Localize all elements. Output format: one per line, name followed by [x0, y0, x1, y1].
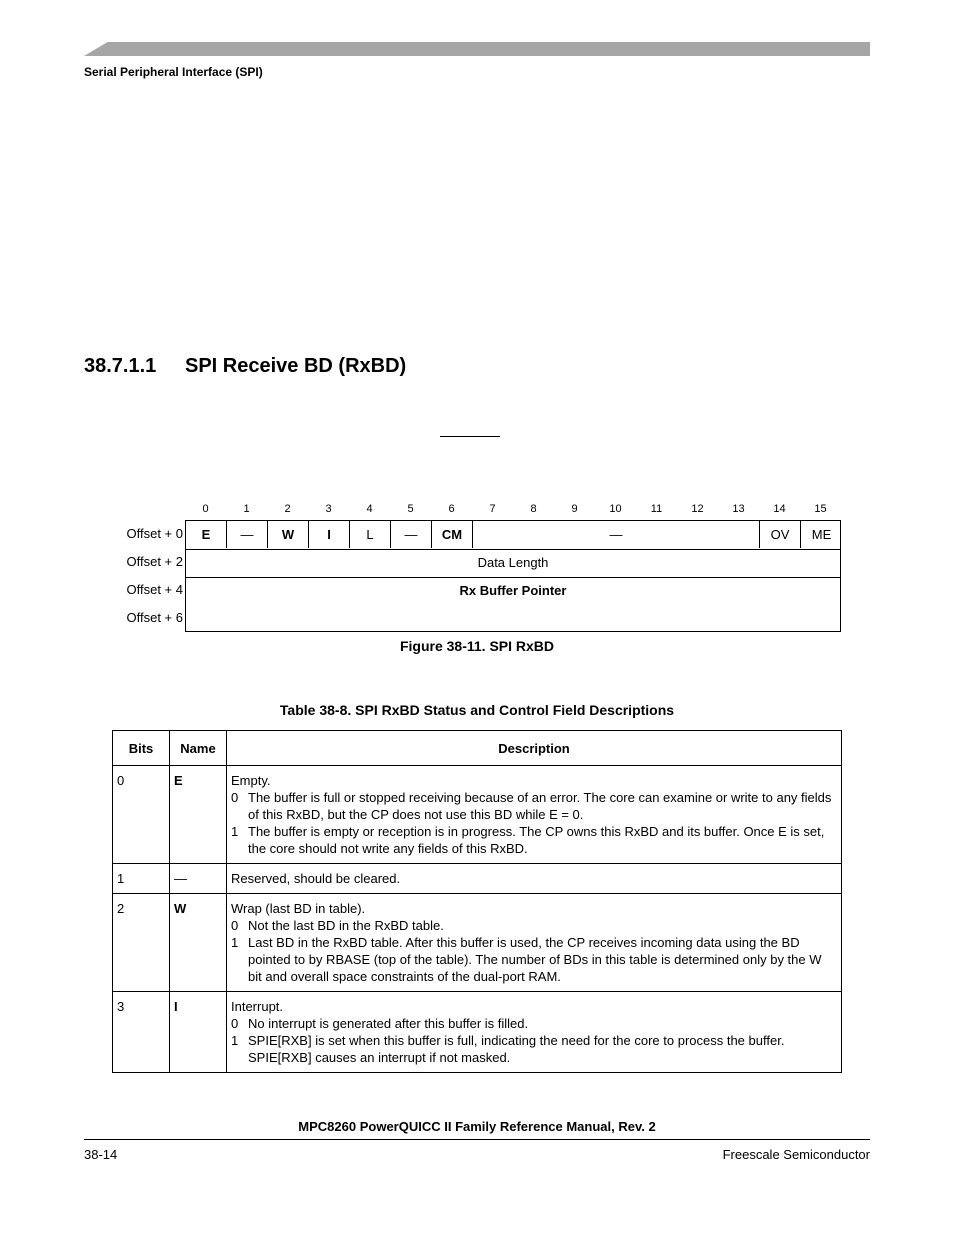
- table-header-row: [113, 731, 842, 766]
- bit-number: 14: [773, 503, 786, 515]
- bits-cell: 3: [113, 992, 170, 1073]
- bit-field-cell: CM: [432, 521, 473, 548]
- bit-field-cell: W: [268, 521, 309, 548]
- bit-field-cell: E: [186, 521, 227, 548]
- table-row: [113, 766, 842, 864]
- description-cell: [227, 894, 842, 992]
- bit-number: 6: [448, 503, 455, 515]
- bit-number: 12: [691, 503, 704, 515]
- bit-number: 7: [489, 503, 496, 515]
- offset-label: Offset + 6: [126, 610, 183, 625]
- header-bits: Bits: [113, 731, 170, 766]
- bit-number: 2: [284, 503, 291, 515]
- bit-field-cell: I: [309, 521, 350, 548]
- offset-label: Offset + 0: [126, 526, 183, 541]
- description-cell: [227, 766, 842, 864]
- figure-caption: Figure 38-11. SPI RxBD: [399, 638, 555, 654]
- running-head: Serial Peripheral Interface (SPI): [84, 65, 263, 79]
- offset-label: Offset + 2: [126, 554, 183, 569]
- value-code: 0: [231, 918, 239, 933]
- description-item: [231, 789, 837, 823]
- description-cell: [227, 992, 842, 1073]
- bit-field-cell: L: [350, 521, 391, 548]
- description-cell: [227, 864, 842, 894]
- value-description: Last BD in the RxBD table. After this buffer is used, the CP receives incoming data using the BD pointed to by RBASE (top of the table). The number of BDs in this table is determined only by the W bit and overall space constraints of the dual-port RAM.: [248, 935, 822, 984]
- header-bar: [84, 42, 870, 56]
- offset-label: Offset + 4: [126, 582, 183, 597]
- field-description-table: [112, 730, 842, 1073]
- bit-number: 10: [609, 503, 622, 515]
- register-row-offset-4-6: [186, 577, 840, 631]
- bits-cell: 2: [113, 894, 170, 992]
- table-row: [113, 894, 842, 992]
- bit-number: 11: [650, 503, 663, 515]
- value-code: 1: [231, 1033, 239, 1048]
- name-cell: —: [170, 864, 227, 894]
- header-description: Description: [227, 731, 842, 766]
- section-title-text: SPI Receive BD (RxBD): [185, 355, 407, 377]
- description-item: [231, 1015, 837, 1032]
- register-diagram: [185, 520, 841, 632]
- value-code: 1: [231, 935, 239, 950]
- bit-number: 9: [571, 503, 578, 515]
- value-description: Not the last BD in the RxBD table.: [248, 918, 444, 933]
- description-intro: Reserved, should be cleared.: [231, 871, 401, 886]
- company-name: Freescale Semiconductor: [722, 1147, 870, 1162]
- register-row-offset-0: [186, 521, 840, 550]
- bit-number: 5: [407, 503, 414, 515]
- value-description: No interrupt is generated after this buffer is filled.: [248, 1016, 529, 1031]
- section-number: 38.7.1.1: [84, 355, 157, 377]
- bit-field-cell: OV: [760, 521, 801, 548]
- bit-field-cell: —: [227, 521, 268, 548]
- bits-cell: 0: [113, 766, 170, 864]
- footer-rule: [84, 1139, 870, 1140]
- bit-number: 13: [732, 503, 745, 515]
- bit-field-cell: —: [473, 521, 760, 548]
- register-row-offset-2: [186, 549, 840, 578]
- bit-number: 4: [366, 503, 373, 515]
- description-item: [231, 1032, 837, 1066]
- rx-buffer-pointer-field: Rx Buffer Pointer: [459, 583, 567, 598]
- short-rule: [440, 436, 500, 437]
- bit-field-cell: ME: [811, 527, 832, 542]
- name-cell: I: [170, 992, 227, 1073]
- description-item: [231, 917, 837, 934]
- bits-cell: 1: [113, 864, 170, 894]
- value-code: 1: [231, 824, 239, 839]
- header-name: Name: [170, 731, 227, 766]
- name-cell: E: [170, 766, 227, 864]
- data-length-field: Data Length: [477, 555, 549, 570]
- description-intro: Empty.: [231, 773, 271, 788]
- description-item: [231, 823, 837, 857]
- bit-field-cell: —: [391, 521, 432, 548]
- offset-labels: [100, 520, 183, 632]
- description-item: [231, 934, 837, 985]
- table-row: [113, 864, 842, 894]
- bit-number: 1: [243, 503, 250, 515]
- table-row: [113, 992, 842, 1073]
- manual-title: MPC8260 PowerQUICC II Family Reference Manual, Rev. 2: [298, 1119, 656, 1134]
- section-title: [84, 355, 406, 378]
- value-description: The buffer is full or stopped receiving because of an error. The core can examine or write to any fields of this RxBD, but the CP does not use this BD while E = 0.: [248, 790, 832, 822]
- bit-number: 0: [202, 503, 209, 515]
- value-description: The buffer is empty or reception is in progress. The CP owns this RxBD and its buffer. Once E is set, the core should not write any fields of this RxBD.: [248, 824, 825, 856]
- table-caption: Table 38-8. SPI RxBD Status and Control Field Descriptions: [279, 702, 675, 718]
- name-cell: W: [170, 894, 227, 992]
- bit-number-row: [185, 503, 841, 517]
- description-intro: Wrap (last BD in table).: [231, 901, 366, 916]
- value-description: SPIE[RXB] is set when this buffer is full, indicating the need for the core to process the buffer. SPIE[RXB] causes an interrupt if not masked.: [248, 1033, 785, 1065]
- bit-number: 15: [814, 503, 827, 515]
- value-code: 0: [231, 790, 239, 805]
- value-code: 0: [231, 1016, 239, 1031]
- page-number: 38-14: [84, 1147, 118, 1162]
- bit-number: 8: [530, 503, 537, 515]
- bit-number: 3: [325, 503, 332, 515]
- description-intro: Interrupt.: [231, 999, 284, 1014]
